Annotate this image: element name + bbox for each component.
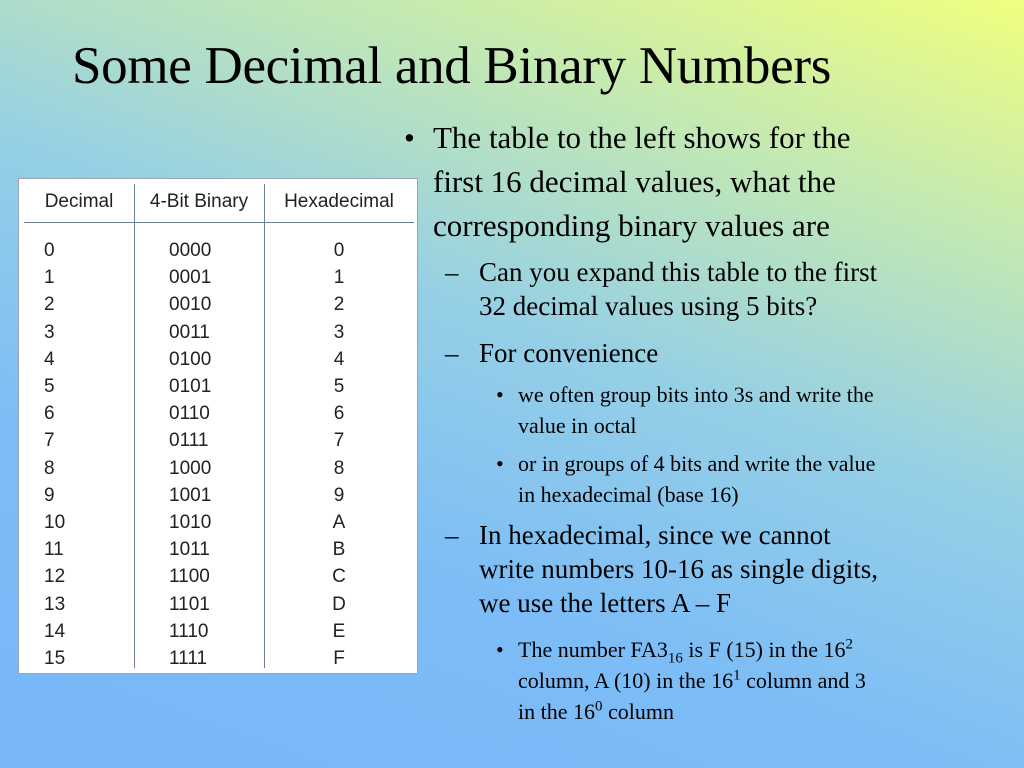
sub-sub-bullet-line — [518, 665, 866, 696]
text-fragment: is F (15) in the 16 — [682, 637, 846, 662]
cell-binary: 0001 — [169, 267, 212, 289]
cell-hex: 9 — [333, 484, 345, 506]
cell-hex: 2 — [333, 294, 345, 316]
cell-hex: 8 — [333, 457, 345, 479]
cell-hex: E — [332, 620, 346, 642]
bullet-marker: • — [496, 637, 504, 662]
sub-bullet-line: In hexadecimal, since we cannot — [479, 520, 831, 550]
cell-binary: 1101 — [169, 593, 210, 615]
text-fragment: The number FA3 — [518, 637, 668, 662]
table-row — [24, 536, 414, 563]
text-fragment: column, A (10) in the 16 — [518, 668, 734, 693]
superscript-exponent: 2 — [845, 636, 853, 653]
table-row — [24, 400, 414, 427]
table-row — [24, 591, 414, 618]
cell-binary: 0000 — [169, 240, 212, 261]
cell-decimal: 0 — [44, 240, 55, 261]
sub-sub-bullet-line: or in groups of 4 bits and write the value — [518, 451, 876, 476]
table-row — [24, 618, 414, 645]
sub-bullet-line: For convenience — [479, 338, 659, 368]
bullet-marker: • — [404, 120, 415, 155]
table-row — [24, 563, 414, 590]
table-row — [24, 427, 414, 454]
text-fragment: column — [602, 699, 674, 724]
cell-decimal: 7 — [44, 430, 55, 452]
cell-hex: 4 — [333, 348, 345, 370]
header-hexadecimal: Hexadecimal — [284, 191, 394, 212]
cell-hex: C — [332, 566, 346, 588]
table-row — [24, 291, 414, 318]
superscript-exponent: 0 — [595, 698, 603, 715]
cell-hex: D — [332, 593, 346, 615]
table-row — [24, 237, 414, 264]
cell-binary: 1011 — [169, 539, 210, 561]
header-decimal: Decimal — [44, 191, 114, 212]
bullet-main-line: corresponding binary values are — [433, 208, 830, 243]
cell-decimal: 14 — [44, 620, 66, 642]
cell-decimal: 1 — [44, 267, 55, 289]
dash-marker: – — [445, 338, 459, 368]
table-row — [24, 455, 414, 482]
dash-marker: – — [445, 520, 459, 550]
cell-binary: 1100 — [169, 566, 210, 588]
cell-binary: 0010 — [169, 294, 212, 316]
cell-hex: 5 — [333, 376, 345, 397]
slide-title: Some Decimal and Binary Numbers — [72, 37, 832, 95]
text-fragment: column and 3 — [740, 668, 866, 693]
table-row — [24, 319, 414, 346]
cell-binary: 0011 — [169, 321, 210, 343]
cell-binary: 1111 — [169, 648, 208, 669]
bullet-marker: • — [496, 451, 504, 476]
cell-decimal: 3 — [44, 321, 55, 343]
cell-hex: 7 — [333, 430, 345, 452]
cell-decimal: 9 — [44, 484, 55, 506]
table-header-row — [24, 184, 414, 223]
bullet-marker: • — [496, 382, 504, 407]
cell-decimal: 10 — [44, 512, 66, 533]
sub-bullet-line: Can you expand this table to the first — [479, 257, 878, 287]
cell-binary: 0110 — [169, 403, 210, 425]
decimal-binary-hex-table — [18, 178, 418, 674]
table-row — [24, 509, 414, 536]
cell-hex: 6 — [333, 403, 345, 425]
cell-binary: 1010 — [169, 512, 212, 533]
sub-sub-bullet-line: we often group bits into 3s and write the — [518, 382, 874, 407]
sub-bullet-line: write numbers 10-16 as single digits, — [479, 554, 878, 584]
sub-sub-bullet-line — [518, 696, 866, 727]
sub-sub-bullet-line: in hexadecimal (base 16) — [518, 482, 739, 507]
table-row — [24, 346, 414, 373]
cell-decimal: 12 — [44, 566, 66, 588]
cell-binary: 1001 — [169, 484, 212, 506]
superscript-exponent: 1 — [733, 667, 741, 684]
cell-decimal: 8 — [44, 457, 55, 479]
cell-decimal: 4 — [44, 348, 55, 370]
cell-hex: F — [333, 648, 345, 669]
cell-binary: 1000 — [169, 457, 212, 479]
cell-decimal: 15 — [44, 648, 66, 669]
sub-sub-bullet-line: value in octal — [518, 413, 637, 438]
cell-binary: 0111 — [169, 430, 209, 452]
cell-hex: 1 — [333, 267, 345, 289]
table-row — [24, 264, 414, 291]
table-row — [24, 373, 414, 400]
table-row — [24, 645, 414, 672]
subscript-base: 16 — [667, 650, 683, 667]
cell-binary: 0101 — [169, 376, 212, 397]
cell-decimal: 2 — [44, 294, 55, 316]
cell-decimal: 6 — [44, 403, 55, 425]
cell-decimal: 11 — [44, 539, 64, 561]
cell-decimal: 13 — [44, 593, 66, 615]
cell-binary: 0100 — [169, 348, 212, 370]
dash-marker: – — [445, 257, 459, 287]
cell-binary: 1110 — [169, 620, 209, 642]
header-4bit-binary: 4-Bit Binary — [149, 191, 249, 212]
bullet-main-line: first 16 decimal values, what the — [433, 164, 836, 199]
cell-hex: A — [332, 512, 346, 533]
cell-hex: 0 — [333, 240, 345, 261]
table-row — [24, 482, 414, 509]
sub-sub-bullet-line — [518, 634, 866, 665]
sub-bullet-line: 32 decimal values using 5 bits? — [479, 291, 818, 321]
sub-bullet-line: we use the letters A – F — [479, 588, 731, 618]
cell-hex: B — [332, 539, 346, 561]
bullet-main-line: The table to the left shows for the — [433, 120, 851, 155]
cell-hex: 3 — [333, 321, 345, 343]
text-fragment: in the 16 — [518, 699, 595, 724]
cell-decimal: 5 — [44, 376, 55, 397]
